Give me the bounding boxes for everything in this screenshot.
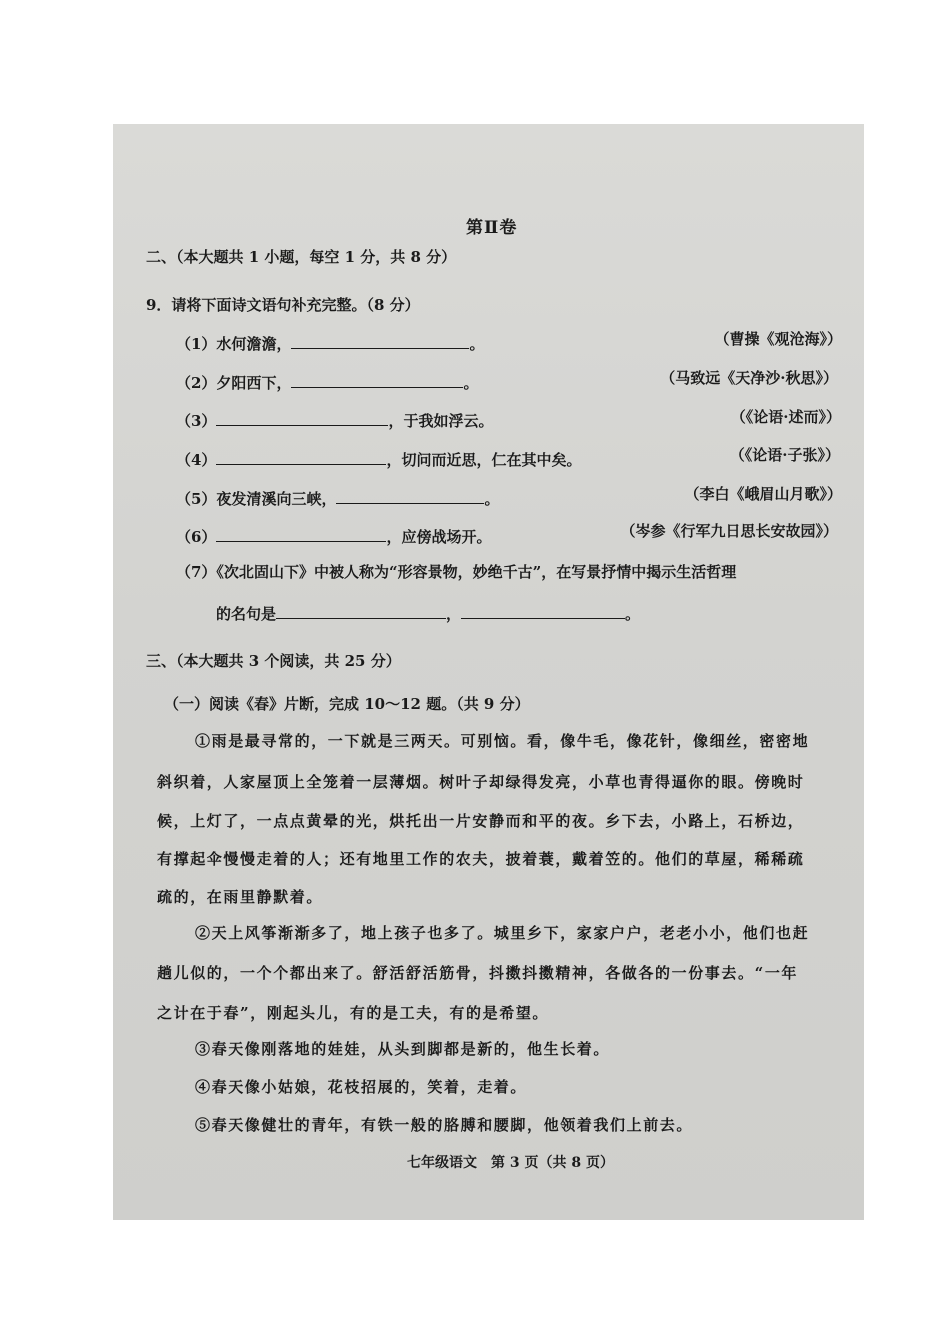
passage-line-6: ②天上风筝渐渐多了，地上孩子也多了。城里乡下，家家户户，老老小小，他们也赶: [195, 924, 810, 942]
item-7-prefix: 的名句是: [216, 605, 277, 623]
item-3-suffix: ，于我如浮云。: [388, 412, 494, 430]
question-9: 9．请将下面诗文语句补充完整。（8 分）: [146, 296, 420, 314]
page-title: 第Ⅱ卷: [466, 218, 518, 238]
item-6-suffix: ，应傍战场开。: [386, 528, 492, 546]
item-3: [176, 410, 493, 431]
passage-line-7: 趟儿似的，一个个都出来了。舒活舒活筋骨，抖擞抖擞精神，各做各的一份事去。“一年: [157, 964, 799, 982]
item-6: [176, 526, 491, 547]
item-6-prefix: （6）: [176, 528, 217, 546]
item-7-line-1: （7）《次北固山下》中被人称为“形容景物，妙绝千古”，在写景抒情中揭示生活哲理: [176, 563, 737, 581]
item-5: [176, 488, 499, 509]
item-7-end: 。: [625, 605, 641, 623]
passage-line-2: 斜织着，人家屋顶上全笼着一层薄烟。树叶子却绿得发亮，小草也青得逼你的眼。傍晚时: [157, 773, 805, 791]
item-1-prefix: （1）水何澹澹，: [176, 335, 292, 353]
item-7-line-2: [216, 603, 640, 624]
item-1-suffix: 。: [469, 335, 485, 353]
item-1-source: （曹操《观沧海》）: [714, 330, 842, 348]
passage-line-10: ④春天像小姑娘，花枝招展的，笑着，走着。: [195, 1078, 528, 1096]
passage-line-3: 候，上灯了，一点点黄晕的光，烘托出一片安静而和平的夜。乡下去，小路上，石桥边，: [157, 812, 805, 830]
passage-line-9: ③春天像刚落地的娃娃，从头到脚都是新的，他生长着。: [195, 1040, 611, 1058]
item-3-prefix: （3）: [176, 412, 217, 430]
section-three-heading: 三、（本大题共 3 个阅读，共 25 分）: [146, 652, 401, 670]
item-5-blank[interactable]: [336, 489, 484, 504]
item-7-blank-2[interactable]: [461, 604, 625, 619]
item-3-blank[interactable]: [216, 411, 388, 426]
item-2: [176, 372, 478, 393]
passage-line-1: ①雨是最寻常的，一下就是三两天。可别恼。看，像牛毛，像花针，像细丝，密密地: [195, 732, 810, 750]
item-1-blank[interactable]: [291, 334, 469, 349]
item-2-prefix: （2）夕阳西下，: [176, 374, 292, 392]
item-4-prefix: （4）: [176, 451, 217, 469]
item-2-blank[interactable]: [291, 373, 463, 388]
item-1: [176, 333, 484, 354]
item-7-blank-1[interactable]: [276, 604, 446, 619]
item-4-source: （《论语·子张》）: [729, 446, 840, 464]
item-4-suffix: ，切问而近思，仁在其中矣。: [386, 451, 582, 469]
passage-line-8: 之计在于春”，刚起头儿，有的是工夫，有的是希望。: [157, 1004, 550, 1022]
item-5-suffix: 。: [484, 490, 500, 508]
item-5-prefix: （5）夜发清溪向三峡，: [176, 490, 337, 508]
item-3-source: （《论语·述而》）: [730, 408, 841, 426]
item-6-blank[interactable]: [216, 527, 386, 542]
item-7-mid: ，: [446, 605, 462, 623]
passage-line-5: 疏的，在雨里静默着。: [157, 888, 324, 906]
item-2-source: （马致远《天净沙·秋思》）: [660, 369, 838, 387]
reading-one-heading: （一）阅读《春》片断，完成 10～12 题。（共 9 分）: [164, 695, 530, 713]
passage-line-4: 有撑起伞慢慢走着的人；还有地里工作的农夫，披着蓑，戴着笠的。他们的草屋，稀稀疏: [157, 850, 805, 868]
item-6-source: （岑参《行军九日思长安故园》）: [620, 522, 838, 540]
item-5-source: （李白《峨眉山月歌》）: [684, 485, 842, 503]
section-two-heading: 二、（本大题共 1 小题，每空 1 分，共 8 分）: [146, 248, 457, 266]
passage-line-11: ⑤春天像健壮的青年，有铁一般的胳膊和腰脚，他领着我们上前去。: [195, 1116, 694, 1134]
item-4-blank[interactable]: [216, 450, 386, 465]
item-4: [176, 449, 581, 470]
page-footer: 七年级语文 第 3 页（共 8 页）: [407, 1155, 614, 1171]
item-2-suffix: 。: [463, 374, 479, 392]
